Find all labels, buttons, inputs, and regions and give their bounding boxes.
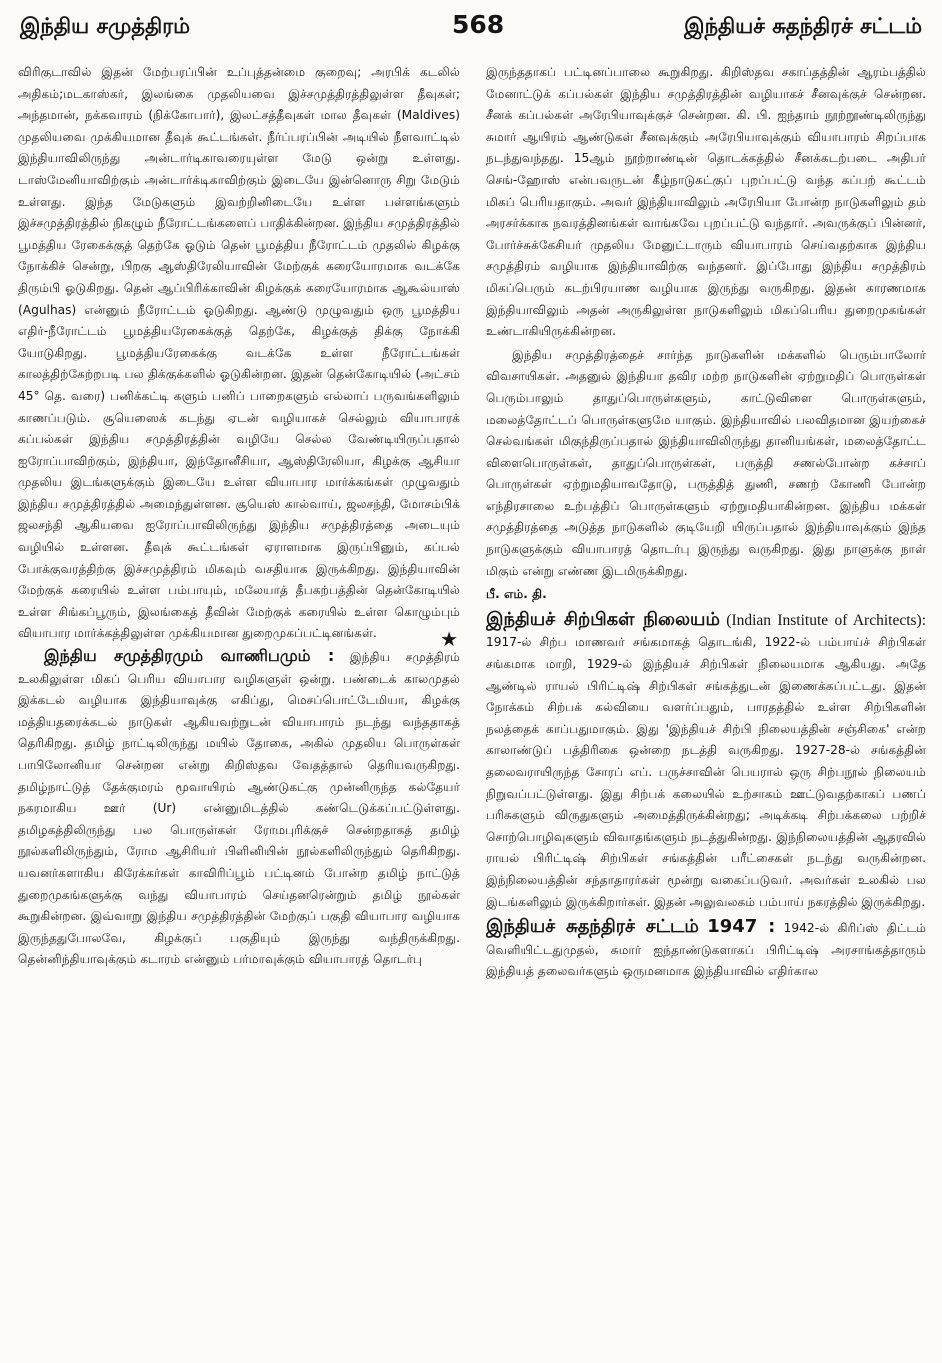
ocean-trade-text: இந்திய சமுத்திரம் உலகிலுள்ள மிகப் பெரிய வியாபார வழிகளுள் ஒன்று. பண்டைக் காலமுதல் இக்கடல் வழியாக இந்தியாவுக்கு எகிப்து, மெசப்பொட்டேமியா, கிழக்கு மத்தியதரைக்கடல் நாடுகள் ஆகியவற்றுடன் வியாபாரம் நடந்து வந்ததாகத் தெரிகிறது. தமிழ் நாட்டிலிருந்து மயில் தோகை, அகில் முதலிய பொருள்கள் பாபிலோனியா சென்றன என்று கிறிஸ்தவ வேதத்தால் தெரியவருகிறது. தமிழ்நாட்டுத் தேக்குமரம் மூவாயிரம் ஆண்டுகட்கு முன்னிருந்த கல்தேயர் நகரமாகிய ஊர் (Ur) என்னுமிடத்தில் கண்டெடுக்கப்பட்டுள்ளது. தமிழகத்திலிருந்து பல பொருள்கள் ரோமபுரிக்குச் சென்றதாகத் தமிழ் நூல்களிலிருந்தும், ரோம ஆசிரியர் பிளினியின் நூல்களிலிருந்தும் தெரிகிறது. யவனர்களாகிய கிரேக்கர்கள் காவிரிப்பூம் பட்டினம் போன்ற தமிழ் நாட்டுத் துறைமுகங்களுக்கு வந்து வியாபாரம் செய்தனரென்றும் தமிழ் நூல்கள் கூறுகின்றன. இவ்வாறு இந்திய சமுத்திரத்தின் மேற்குப் பகுதி வியாபார வழியாக இருந்ததுபோலவே, கிழக்குப் பகுதியும் இருந்து வந்திருக்கிறது. தென்னிந்தியாவுக்கும் கடாரம் என்னும் பர்மாவுக்கும் வியாபாரத் தொடர்பு: [18, 650, 460, 967]
author-initials: பீ. எம். தி.: [486, 587, 547, 602]
independence-act-text: 1942-ல் கிரிப்ஸ் திட்டம் வெளியிட்டதுமுதல், சுமார் ஐந்தாண்டுகளாகப் பிரிட்டிஷ் அரசாங்கத்தாரும் இந்தியத் தலைவர்களும் ஒருமனமாக இந்தியாவில் எதிர்கால: [486, 921, 926, 979]
ocean-geography-paragraph: விரிகுடாவில் இதன் மேற்பரப்பின் உப்புத்தன்மை குறைவு; அரபிக் கடலில் அதிகம்;மடகாஸ்கர், இலங்கை முதலியவை இச்சமுத்திரத்திலுள்ள தீவுகள்; அந்தமான், நக்கவாரம் (நிக்கோபார்), இலட்சத்தீவுகள் மால தீவுகள் (Maldives) முதலியவை முக்கியமான தீவுக் கூட்டங்கள். நீர்ப்பரப்பின் அடியில் நீளவாட்டில் இந்தியாவிலிருந்து அன்டார்டிகாவரையுள்ள மேடு ஒன்று உள்ளது. டாஸ்மேனியாவிற்கும் அன்டார்க்டிகாவிற்கும் இடையே இன்னொரு சிறு மேடும் உள்ளது. இந்த மேடுகளும் இவற்றினிடையே உள்ள பள்ளங்களும் இச்சமுத்திரத்தில் நிகழும் நீரோட்டங்களைப் பாதிக்கின்றன. இந்திய சமுத்திரத்தில் பூமத்திய ரேகைக்குத் தெற்கே ஓடும் தென் பூமத்திய நீரோட்டம் முதலில் கிழக்கு நோக்கிச் சென்று, பிறகு ஆஸ்திரேலியாவின் மேற்குக் கரையோரமாக வடக்கே திரும்பி ஓடுகிறது. தென் ஆப்பிரிக்காவின் கிழக்குக் கரையோரமாக ஆகூல்யாஸ் (Agulhas) என்னும் நீரோட்டம் ஓடுகிறது. ஆண்டு முழுவதும் ஒரு பூமத்திய எதிர்-நீரோட்டம் பூமத்தியரேகைக்குத் தெற்கே, கிழக்குத் திக்கு நோக்கி யோடுகிறது. பூமத்தியரேகைக்கு வடக்கே உள்ள நீரோட்டங்கள் காலத்திற்கேற்றபடி பல திக்குக்களில் ஓடுகின்றன. இதன் தென்கோடியில் (அட்சம் 45° தெ. வரை) பனிக்கட்டி களும் பனிப் பாறைகளும் எல்லாப் பருவங்களிலும் காணப்படும். சூயெஸைக் கடந்து ஏடன் வழியாகச் செல்லும் வியாபாரக் கப்பல்கள் இந்திய சமுத்திரத்தின் வழியே செல்ல வேண்டியிருப்பதால் ஐரோப்பாவிற்கும், இந்தியா, இந்தோனீசியா, ஆஸ்திரேலியா, கிழக்கு ஆசியா முதலிய இடங்களுக்கும் இடையே உள்ள வியாபார மார்க்கங்கள் முழுவதும் இந்திய சமுத்திரத்தில் அமைந்துள்ளன. சூயெஸ் கால்வாய், ஜலசந்தி, மோசம்பிக் ஜலசந்தி ஆகியவை ஐரோப்பாவிலிருந்து இந்திய சமுத்திரத்தை அடையும் வழியில் உள்ளன. தீவுக் கூட்டங்கள் ஏராளமாக இருப்பினும், கப்பல் போக்குவரத்திற்கு இச்சமுத்திரம் மிகவும் வசதியாக இருக்கிறது. இந்தியாவின் மேற்குக் கரையில் உள்ள பம்பாயும், மலேயாத் தீபகற்பத்தின் தென்கோடியில் உள்ள சிங்கப்பூரும், இலங்கைத் தீவின் மேற்குக் கரையில் உள்ள கொழும்பும் வியாபார மார்க்கத்திலுள்ள முக்கியமான துறைமுகப்பட்டினங்கள்.: [18, 65, 460, 641]
independence-act-title: இந்தியச் சுதந்திரச் சட்டம்: [486, 916, 699, 938]
ocean-trade-subheading: இந்திய சமுத்திரமும் வாணிபமும் :: [44, 646, 335, 666]
trade-exports-paragraph: இந்திய சமுத்திரத்தைச் சார்ந்த நாடுகளின் மக்களில் பெரும்பாலோர் விவசாயிகள். அதனுல் இந்தியா தவிர மற்ற நாடுகளின் ஏற்றுமதிப் பொருள்கள் பெரும்பாலும் தாதுப்பொருள்களும், காட்டுவிளை பொருள்களும், மலைத்தோட்டப் பொருள்களுமே யாகும். இந்தியாவில் பலவிதமான இயற்கைச் செல்வங்கள் மிகுந்திருப்பதால் இந்தியாவிலிருந்து தானியங்கள், மலைத்தோட்ட விளைபொருள்கள், தாதுப்பொருள்கள், பருத்தி சணல்போன்ற கச்சாப் பொருள்கள் ஏற்றுமதியாவதோடு, பருத்தித் துணி, சணற் கோணி போன்ற எந்திரசாலை உற்பத்திப் பொருள்களும் ஏற்றுமதியாகின்றன. இந்திய மக்கள் சமுத்திரத்தை அடுத்த நாடுகளில் குடியேறி யிருப்பதால் இந்தியாவுக்கும் இந்த நாடுகளுக்கும் வியாபாரத் தொடர்பு இருந்து வருகிறது. இது நாளுக்கு நாள் மிகும் என்று எண்ண இடமிருக்கிறது.: [486, 347, 926, 578]
left-column: [18, 62, 460, 1357]
page-header: [20, 8, 922, 48]
architects-entry: [486, 608, 926, 913]
right-column: [486, 62, 926, 1357]
architects-entry-title: இந்தியச் சிற்பிகள் நிலையம்: [486, 608, 720, 630]
independence-act-entry: [486, 915, 926, 983]
page-number: 568: [452, 10, 505, 39]
ocean-trade-paragraph: [18, 645, 460, 971]
running-head-left: இந்திய சமுத்திரம்: [20, 14, 190, 38]
trade-history-paragraph: இருந்ததாகப் பட்டினப்பாலை கூறுகிறது. கிறிஸ்தவ சகாப்தத்தின் ஆரம்பத்தில் மேனாட்டுக் கப்பல்கள் இந்திய சமுத்திரத்தின் வழியாகச் சீனவுக்குச் சென்றன. சீனக் கப்பல்கள் அரேபியாவுக்குச் சென்றன. கி. பி. ஐந்தாம் நூற்றூண்டிலிருந்து சுமார் ஆயிரம் ஆண்டுகள் சீனவுக்கும் அரேபியாவுக்கும் வியாபாரம் சிறப்பாக நடந்துவந்தது. 15ஆம் நூற்றாண்டின் தொடக்கத்தில் சீனக்கடற்படை அதிபர் செங்-ஹோஸ் என்பவருடன் கீழ்நாடுகட்குப் புறப்பட்டு வந்த கப்பற் கூட்டம் மிகப் பெரியதாகும். அவர் இந்தியாவிலும் அரேபியா போன்ற நாடுகளிலும் தம் அரசர்க்காக நவரத்தினங்கள் வாங்கவே புறப்பட்டு வந்தார். அவருக்குப் பின்னர், போர்ச்சுக்கேசியர் முதலிய மேனுட்டாரும் வியாபாரம் செய்வதற்காக இந்திய சமுத்திரம் வழியாக இந்தியாவிற்கு வந்தனர். இப்போது இந்திய சமுத்திரம் மிகப்பெரும் கடற்பிரயாண வழியாக இருந்து வருகிறது. இதன் காரணமாக இந்தியாவிலும் அதன் அருகிலுள்ள நாடுகளிலும் மிகப்பெரிய துறைமுகங்கள் உண்டாகியிருக்கின்றன.: [486, 65, 926, 339]
section-end-star: ★: [440, 627, 458, 652]
architects-entry-text: 1917-ல் சிற்ப மாணவர் சங்கமாகத் தொடங்கி, 1922-ல் பம்பாய்ச் சிற்பிகள் சங்கமாக மாறி, 1929-ல் இந்தியச் சிற்பிகள் நிலையமாக ஆகியது. அதே ஆண்டில் ராயல் பிரிட்டிஷ் சிற்பிகள் சங்கத்துடன் இணைக்கப்பட்டது. இதன் நோக்கம் சிற்பக் கல்வியை வளர்ப்பதும், பாரதத்தில் உள்ள சிற்பிகளின் நலத்தைக் காப்பதுமாகும். இது 'இந்தியச் சிற்பி நிலையத்தின் சஞ்சிகை' என்ற காலாண்டுப் பத்திரிகை ஒன்றை நடத்தி வருகிறது. 1927-28-ல் சங்கத்தின் தலைவராயிருந்த சோரப் எப். பருச்சாவின் பெயரால் ஒரு சிற்பநூல் நிலையம் நிறுவப்பட்டுள்ளது. இது சிற்பக் கலையில் உற்சாகம் ஊட்டுவதற்காகப் பணப் பரிசுகளும் விருதுகளும் அமைத்திருக்கின்றது; அடிக்கடி சிற்பக்கலை பற்றிச் சொற்பொழிவுகளும் விவாதங்களும் நடத்துகின்றது. இந்நிலையத்தின் ஆதரவில் ராயல் பிரிட்டிஷ் சிற்பிகள் சங்கத்தின் பரீட்சைகள் நடந்து வருகின்றன. இந்நிலையத்தின் சந்தாதாரர்கள் மூன்று வகைப்படுவர். அவர்கள் உலகில் பல இடங்களிலும் இருக்கிறார்கள். இதன் அலுவலகம் பம்பாய் நகரத்தில் இருக்கிறது.: [486, 635, 926, 909]
independence-act-year: 1947 :: [707, 916, 776, 938]
running-head-right: இந்தியச் சுதந்திரச் சட்டம்: [684, 14, 922, 38]
architects-entry-english-title: (Indian Institute of Architects):: [726, 611, 926, 629]
